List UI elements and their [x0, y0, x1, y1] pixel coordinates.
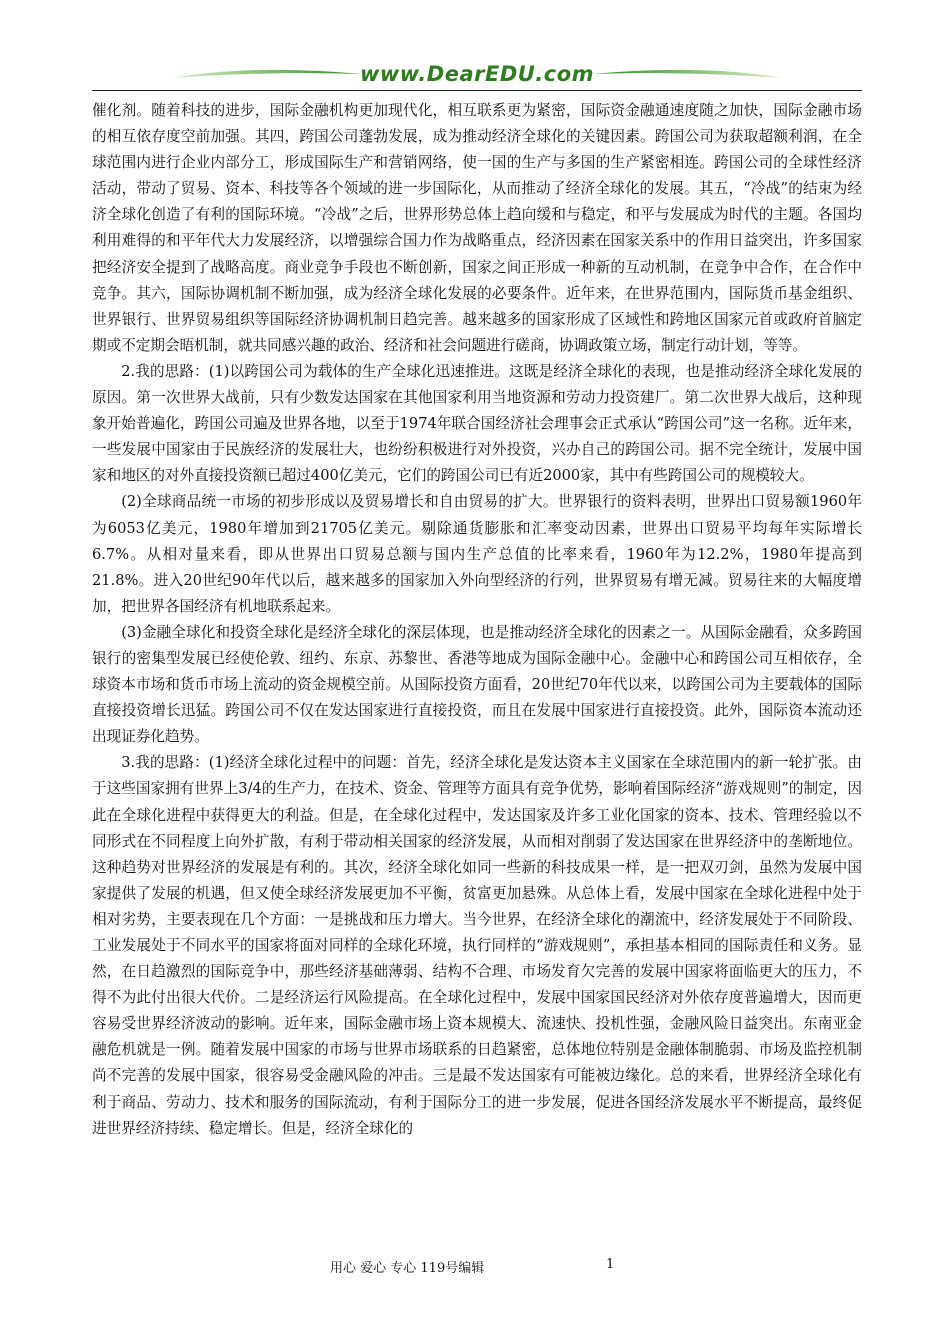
header-divider — [92, 90, 862, 91]
page-footer — [0, 1257, 950, 1279]
document-body — [92, 98, 862, 1142]
paragraph: (2)全球商品统一市场的初步形成以及贸易增长和自由贸易的扩大。世界银行的资料表明，世界出口贸易额1960年为6053亿美元，1980年增加到21705亿美元。剔除通货膨胀和汇率变动因素，世界出口贸易平均每年实际增长6.7%。从相对量来看，即从世界出口贸易总额与国内生产总值的比率来看，1960年为12.2%，1980年提高到21.8%。进入20世纪90年代以后，越来越多的国家加入外向型经济的行列，世界贸易有增无减。贸易往来的大幅度增加，把世界各国经济有机地联系起来。 — [92, 493, 862, 615]
paragraph: 3.我的思路：(1)经济全球化过程中的问题：首先，经济全球化是发达资本主义国家在全球范围内的新一轮扩张。由于这些国家拥有世界上3/4的生产力，在技术、资金、管理等方面具有竞争优势，影响着国际经济“游戏规则”的制定，因此在全球化进程中获得更大的利益。但是，在全球化过程中，发达国家及许多工业化国家的资本、技术、管理经验以不同形式在不同程度上向外扩散，有利于带动相关国家的经济发展，从而相对削弱了发达国家在世界经济中的垄断地位。这种趋势对世界经济的发展是有利的。其次，经济全球化如同一些新的科技成果一样，是一把双刃剑，虽然为发展中国家提供了发展的机遇，但又使全球经济发展更加不平衡，贫富更加悬殊。从总体上看，发展中国家在全球化进程中处于相对劣势，主要表现在几个方面：一是挑战和压力增大。当今世界，在经济全球化的潮流中，经济发展处于不同阶段、工业发展处于不同水平的国家将面对同样的全球化环境，执行同样的“游戏规则”，承担基本相同的国际责任和义务。显然，在日趋激烈的国际竞争中，那些经济基础薄弱、结构不合理、市场发育欠完善的发展中国家将面临更大的压力，不得不为此付出很大代价。二是经济运行风险提高。在全球化过程中，发展中国家国民经济对外依存度普遍增大，因而更容易受世界经济波动的影响。近年来，国际金融市场上资本规模大、流速快、投机性强，金融风险日益突出。东南亚金融危机就是一例。随着发展中国家的市场与世界市场联系的日趋紧密，总体地位特别是金融体制脆弱、市场及监控机制尚不完善的发展中国家，很容易受金融风险的冲击。三是最不发达国家有可能被边缘化。总的来看，世界经济全球化有利于商品、劳动力、技术和服务的国际流动，有利于国际分工的进一步发展，促进各国经济发展水平不断提高，最终促进世界经济持续、稳定增长。但是，经济全球化的 — [92, 754, 862, 1137]
paragraph: (3)金融全球化和投资全球化是经济全球化的深层体现，也是推动经济全球化的因素之一。从国际金融看，众多跨国银行的密集型发展已经使伦敦、纽约、东京、苏黎世、香港等地成为国际金融中心。金融中心和跨国公司互相依存，全球资本市场和货币市场上流动的资金规模空前。从国际投资方面看，20世纪70年代以来，以跨国公司为主要载体的国际直接投资增长迅猛。跨国公司不仅在发达国家进行直接投资，而且在发展中国家进行直接投资。此外，国际资本流动还出现证券化趋势。 — [92, 623, 862, 746]
site-header — [92, 58, 862, 94]
footer-note: 用心 爱心 专心 119号编辑 — [330, 1261, 485, 1276]
page-number: 1 — [606, 1257, 615, 1272]
paragraph: 催化剂。随着科技的进步，国际金融机构更加现代化，相互联系更为紧密，国际资金融通速度随之加快，国际金融市场的相互依存度空前加强。其四，跨国公司蓬勃发展，成为推动经济全球化的关键因素。跨国公司为获取超额利润，在全球范围内进行企业内部分工，形成国际生产和营销网络，使一国的生产与多国的生产紧密相连。跨国公司的全球性经济活动，带动了贸易、资本、科技等各个领域的进一步国际化，从而推动了经济全球化的发展。其五，“冷战”的结束为经济全球化创造了有利的国际环境。“冷战”之后，世界形势总体上趋向缓和与稳定，和平与发展成为时代的主题。各国均利用难得的和平年代大力发展经济，以增强综合国力作为战略重点，经济因素在国家关系中的作用日益突出，许多国家把经济安全提到了战略高度。商业竞争手段也不断创新，国家之间正形成一种新的互动机制，在竞争中合作，在合作中竞争。其六，国际协调机制不断加强，成为经济全球化发展的必要条件。近年来，在世界范围内，国际货币基金组织、世界银行、世界贸易组织等国际经济协调机制日趋完善。越来越多的国家形成了区域性和跨地区国家元首或政府首脑定期或不定期会晤机制，就共同感兴趣的政治、经济和社会问题进行磋商，协调政策立场，制定行动计划，等等。 — [92, 102, 862, 354]
site-logo[interactable]: www.DearEDU.com — [359, 62, 595, 86]
paragraph: 2.我的思路：(1)以跨国公司为载体的生产全球化迅速推进。这既是经济全球化的表现，也是推动经济全球化发展的原因。第一次世界大战前，只有少数发达国家在其他国家利用当地资源和劳动力投资建厂。第二次世界大战后，这种现象开始普遍化，跨国公司遍及世界各地，以至于1974年联合国经济社会理事会正式承认“跨国公司”这一名称。近年来，一些发展中国家由于民族经济的发展壮大，也纷纷积极进行对外投资，兴办自己的跨国公司。据不完全统计，发展中国家和地区的对外直接投资额已超过400亿美元，它们的跨国公司已有近2000家，其中有些跨国公司的规模较大。 — [92, 362, 862, 485]
